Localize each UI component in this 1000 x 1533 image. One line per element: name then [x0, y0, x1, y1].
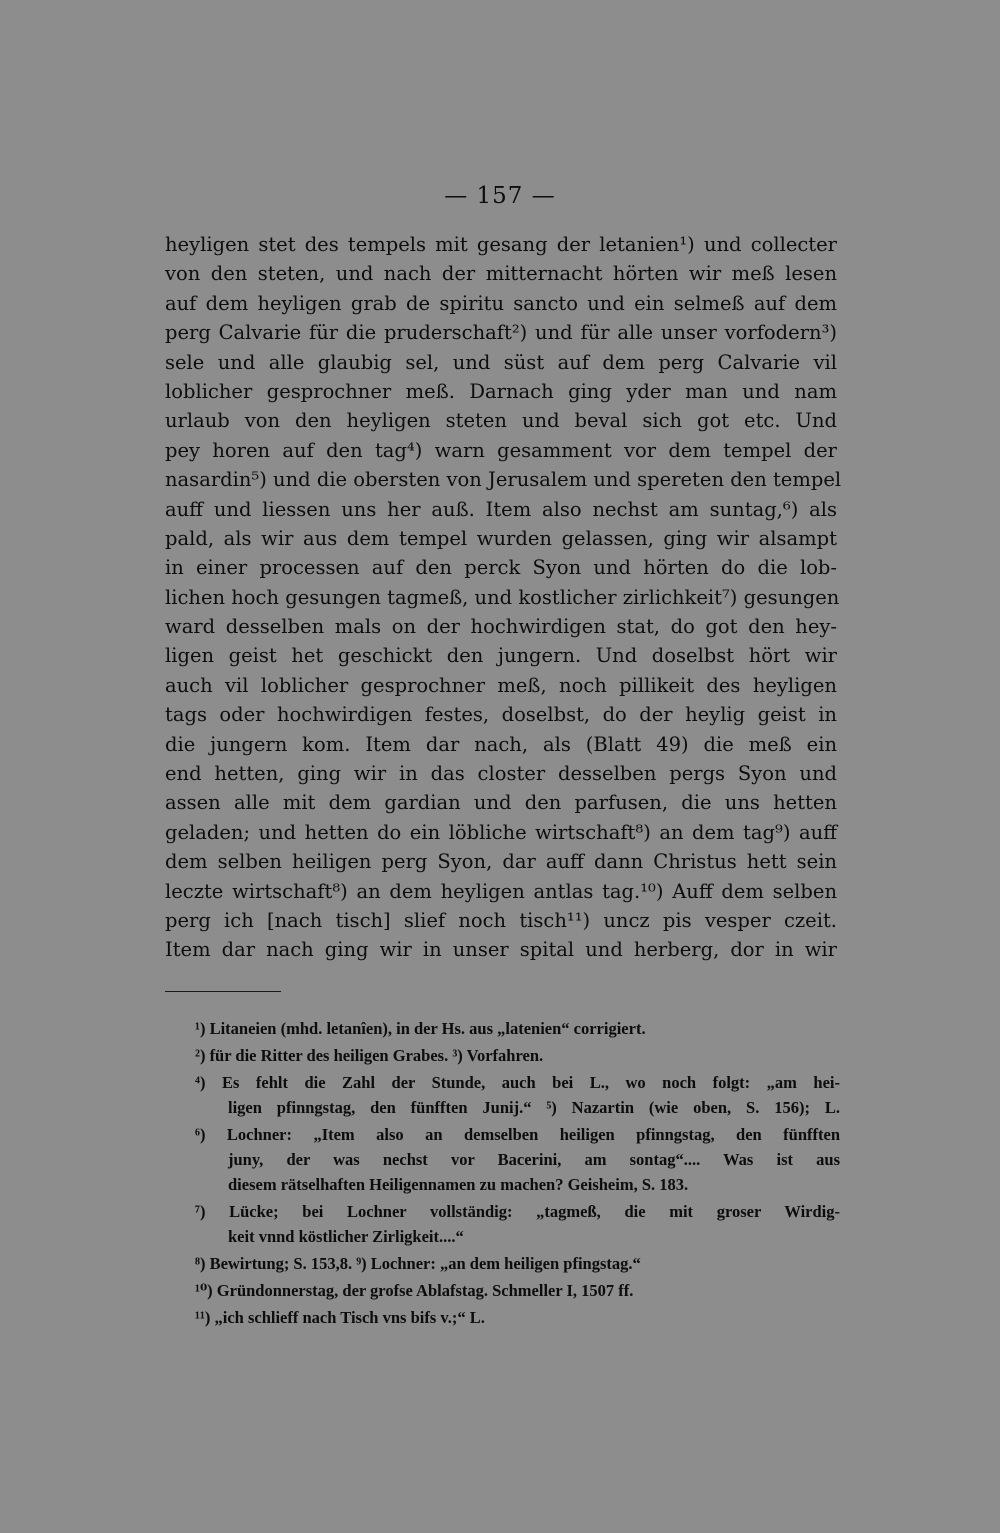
body-line: ward desselben mals on der hochwirdigen stat, do got den hey-: [165, 615, 837, 639]
footnote-line: juny, der was nechst vor Bacerini, am sontag“.... Was ist aus: [228, 1150, 840, 1169]
body-line: auf dem heyligen grab de spiritu sancto und ein selmeß auf dem: [165, 291, 837, 315]
footnote-line: ¹) Litaneien (mhd. letanîen), in der Hs. aus „latenien“ corrigiert.: [195, 1019, 646, 1038]
body-line: Item dar nach ging wir in unser spital und herberg, dor in wir: [165, 938, 837, 962]
body-line: geladen; und hetten do ein löbliche wirtschaft⁸) an dem tag⁹) auff: [165, 820, 837, 844]
page-number: — 157 —: [444, 183, 556, 209]
body-text: [165, 230, 842, 965]
footnote-line: keit vnnd köstlicher Zirligkeit....“: [228, 1227, 464, 1246]
body-line: auff und liessen uns her auß. Item also nechst am suntag,⁶) als: [165, 497, 837, 521]
footnote-line: ¹¹) „ich schlieff nach Tisch vns bifs v.;“ L.: [195, 1308, 485, 1327]
body-line: dem selben heiligen perg Syon, dar auff dann Christus hett sein: [165, 850, 837, 874]
body-line: heyligen stet des tempels mit gesang der letanien¹) und collecter: [165, 233, 837, 256]
body-line: leczte wirtschaft⁸) an dem heyligen antlas tag.¹⁰) Auff dem selben: [165, 879, 837, 903]
footnote-line: ²) für die Ritter des heiligen Grabes. ³) Vorfahren.: [195, 1046, 544, 1065]
footnotes: [195, 1016, 840, 1330]
body-line: pey horen auf den tag⁴) warn gesamment vor dem tempel der: [165, 438, 837, 462]
footnote-line: ⁸) Bewirtung; S. 153,8. ⁹) Lochner: „an dem heiligen pfingstag.“: [195, 1254, 641, 1273]
body-line: ligen geist het geschickt den jungern. Und doselbst hört wir: [165, 644, 837, 668]
body-line: lichen hoch gesungen tagmeß, und kostlicher zirlichkeit⁷) gesungen: [165, 585, 840, 609]
footnote-line: ⁶) Lochner: „Item also an demselben heiligen pfinngstag, den fünfften: [195, 1125, 840, 1144]
footnote-line: ⁷) Lücke; bei Lochner vollständig: „tagmeß, die mit groser Wirdig-: [195, 1202, 840, 1221]
body-line: auch vil loblicher gesprochner meß, noch pillikeit des heyligen: [165, 673, 837, 697]
body-line: perg Calvarie für die pruderschaft²) und für alle unser vorfodern³): [165, 321, 837, 345]
body-line: die jungern kom. Item dar nach, als (Blatt 49) die meß ein: [165, 732, 837, 756]
body-line: tags oder hochwirdigen festes, doselbst, do der heylig geist in: [165, 703, 837, 727]
body-line: urlaub von den heyligen steten und beval sich got etc. Und: [165, 409, 837, 433]
body-line: von den steten, und nach der mitternacht hörten wir meß lesen: [165, 262, 837, 286]
body-line: end hetten, ging wir in das closter desselben pergs Syon und: [165, 762, 837, 786]
body-line: in einer processen auf den perck Syon und hörten do die lob-: [165, 556, 837, 580]
footnote-divider: [165, 991, 281, 992]
body-line: sele und alle glaubig sel, und süst auf dem perg Calvarie vil: [165, 350, 837, 374]
body-line: pald, als wir aus dem tempel wurden gelassen, ging wir alsampt: [165, 526, 837, 550]
body-line: perg ich [nach tisch] slief noch tisch¹¹) uncz pis vesper czeit.: [165, 908, 837, 932]
footnote-line: ¹⁰) Gründonnerstag, der grofse Ablafstag. Schmeller I, 1507 ff.: [195, 1281, 634, 1300]
footnote-line: ligen pfinngstag, den fünfften Junij.“ ⁵) Nazartin (wie oben, S. 156); L.: [228, 1098, 840, 1117]
footnote-line: diesem rätselhaften Heiligennamen zu machen? Geisheim, S. 183.: [228, 1175, 689, 1194]
body-line: nasardin⁵) und die obersten von Jerusalem und spereten den tempel: [165, 468, 842, 492]
footnote-line: ⁴) Es fehlt die Zahl der Stunde, auch bei L., wo noch folgt: „am hei-: [195, 1073, 840, 1092]
body-line: loblicher gesprochner meß. Darnach ging yder man und nam: [165, 379, 837, 403]
body-line: assen alle mit dem gardian und den parfusen, die uns hetten: [165, 791, 837, 815]
